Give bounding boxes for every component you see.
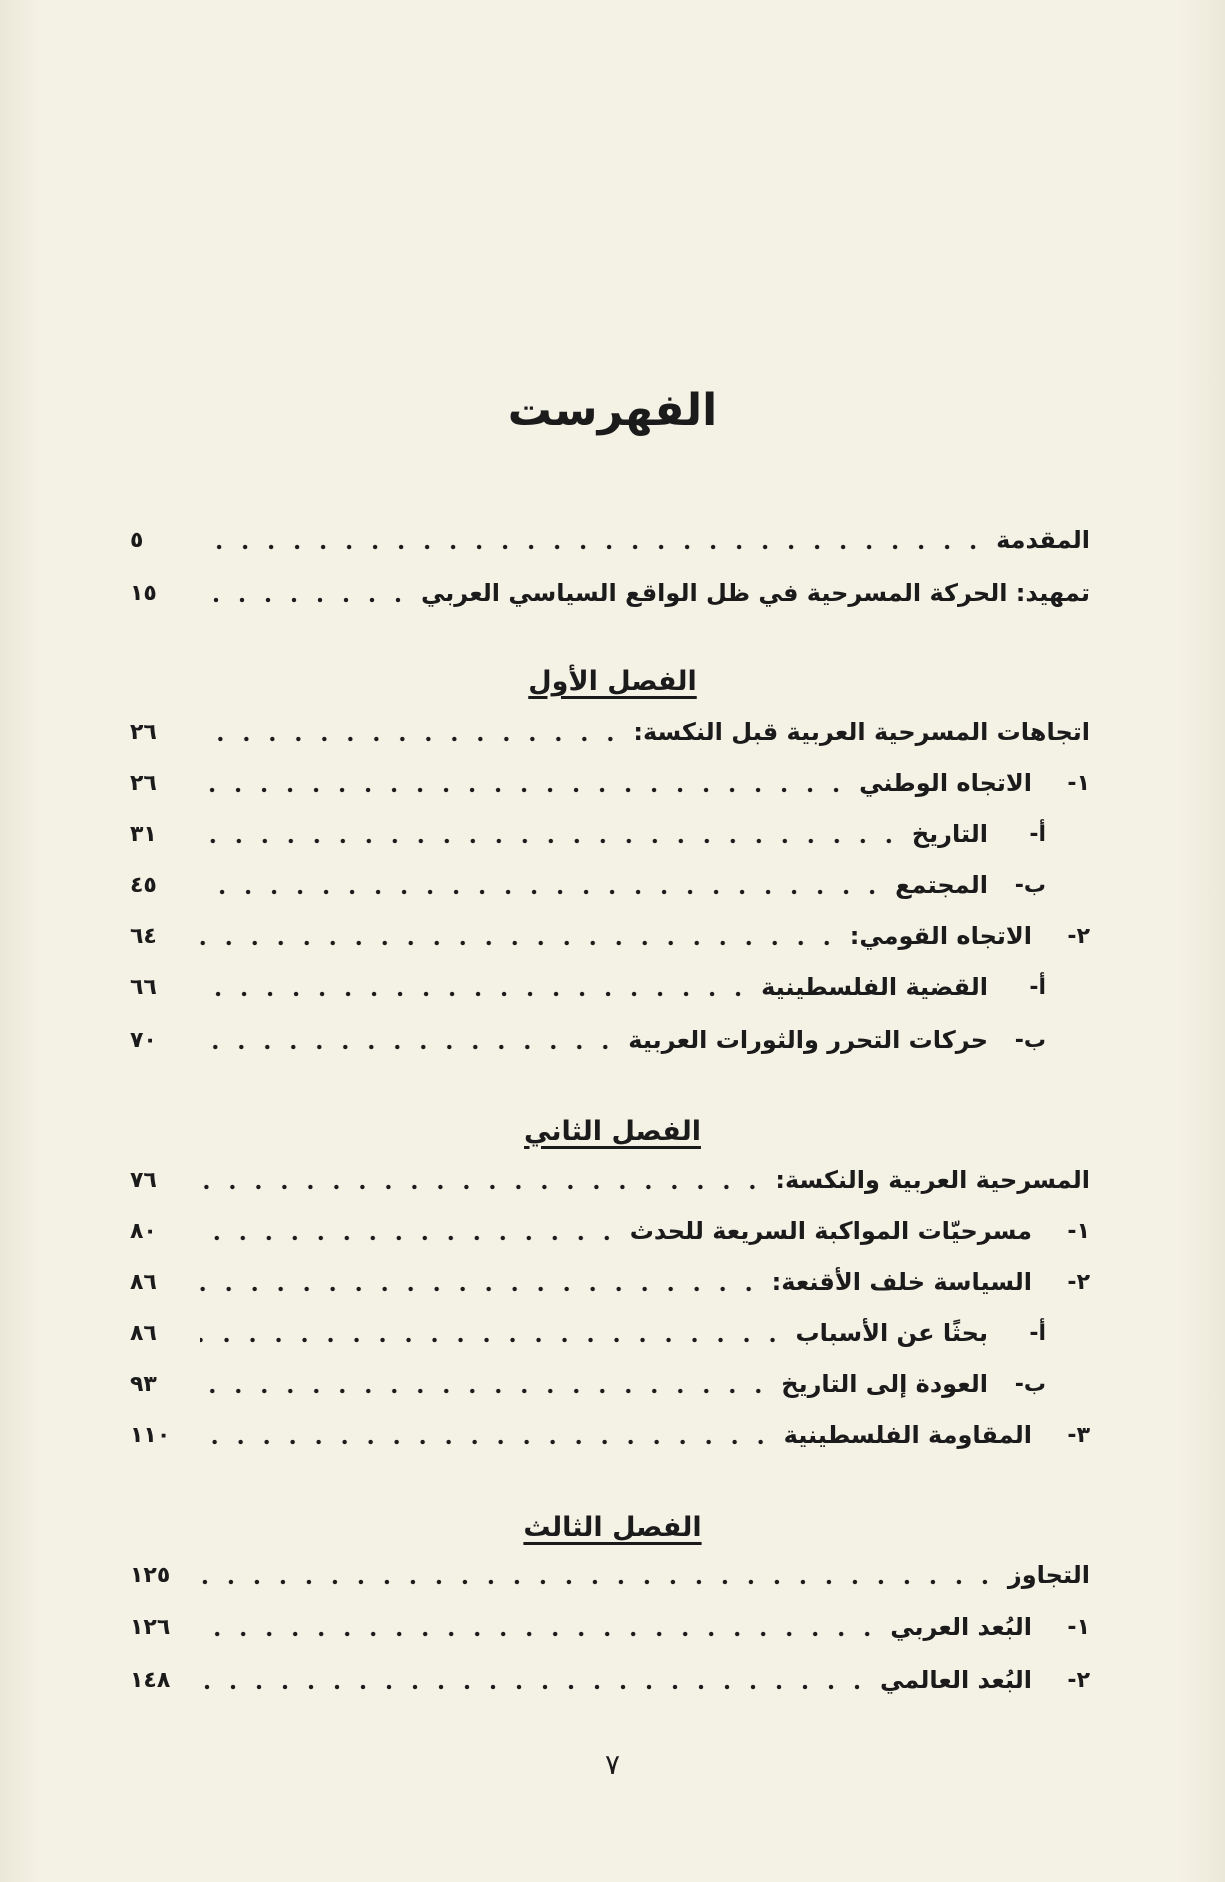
toc-page-number: ٣١: [130, 821, 157, 847]
toc-page-number: ٨٦: [130, 1269, 157, 1295]
dot-leader: [200, 1044, 618, 1050]
dot-leader: [200, 1235, 620, 1241]
toc-entry-label: المقاومة الفلسطينية: [783, 1421, 1032, 1449]
chapter-3-heading: الفصل الثالث: [523, 1512, 702, 1543]
toc-entry-label: حركات التحرر والثورات العربية: [628, 1026, 988, 1054]
chapter-1-heading: الفصل الأول: [528, 666, 697, 697]
dot-leader: [200, 1439, 774, 1445]
toc-row: [130, 916, 1090, 956]
toc-page-number: ١١٠: [130, 1422, 171, 1448]
toc-entry-label: الاتجاه الوطني: [859, 769, 1032, 797]
toc-entry-marker: ب-: [1014, 1371, 1046, 1397]
page-number: ٧: [604, 1748, 621, 1781]
toc-entry-marker: أ-: [1029, 821, 1046, 847]
toc-page-number: ٦٦: [130, 974, 157, 1000]
toc-entry-marker: ١-: [1067, 1218, 1090, 1244]
toc-entry-label: اتجاهات المسرحية العربية قبل النكسة:: [633, 718, 1090, 746]
toc-page-number: ٥: [130, 527, 144, 553]
dot-leader: [200, 838, 902, 844]
toc-entry-label: المسرحية العربية والنكسة:: [775, 1166, 1090, 1194]
toc-entry-marker: ٢-: [1067, 1269, 1090, 1295]
toc-page-number: ٤٥: [130, 872, 157, 898]
toc-page-number: ١٢٥: [130, 1562, 171, 1588]
toc-page-number: ٦٤: [130, 923, 157, 949]
dot-leader: [200, 1388, 771, 1394]
toc-entry-label: بحثًا عن الأسباب: [795, 1319, 988, 1347]
toc-entry-label: مسرحيّات المواكبة السريعة للحدث: [629, 1217, 1032, 1245]
dot-leader: [200, 940, 840, 946]
toc-page-number: ١٢٦: [130, 1614, 171, 1640]
toc-page-number: ٧٦: [130, 1167, 157, 1193]
chapter-2-heading: الفصل الثاني: [524, 1116, 701, 1147]
page-title: الفهرست: [507, 385, 718, 436]
toc-entry-label: التجاوز: [1007, 1561, 1090, 1589]
toc-entry-marker: أ-: [1029, 1320, 1046, 1346]
dot-leader: [200, 1579, 998, 1585]
toc-row: [130, 1660, 1090, 1700]
toc-page-number: ٩٣: [130, 1371, 157, 1397]
toc-entry-label: التاريخ: [911, 820, 988, 848]
toc-row: [130, 1364, 1090, 1404]
toc-page-number: ١٤٨: [130, 1667, 171, 1693]
toc-row-preface: [130, 573, 1090, 613]
toc-row: [130, 967, 1090, 1007]
dot-leader: [200, 787, 849, 793]
toc-row: [130, 1607, 1090, 1647]
toc-row: [130, 1262, 1090, 1302]
toc-entry-label: القضية الفلسطينية: [761, 973, 988, 1001]
toc-row: [130, 865, 1090, 905]
toc-entry-label: السياسة خلف الأقنعة:: [771, 1268, 1032, 1296]
toc-row: [130, 712, 1090, 752]
toc-entry-marker: ب-: [1014, 872, 1046, 898]
toc-entry-label: الاتجاه القومي:: [849, 922, 1032, 950]
toc-row-introduction: [130, 520, 1090, 560]
toc-entry-label: تمهيد: الحركة المسرحية في ظل الواقع السياسي العربي: [421, 579, 1090, 607]
toc-row: [130, 814, 1090, 854]
toc-page-number: ٨٠: [130, 1218, 157, 1244]
dot-leader: [200, 544, 986, 550]
toc-row: [130, 1020, 1090, 1060]
dot-leader: [200, 597, 411, 603]
toc-entry-marker: ب-: [1014, 1027, 1046, 1053]
dot-leader: [200, 991, 751, 997]
dot-leader: [200, 889, 885, 895]
toc-row: [130, 1415, 1090, 1455]
toc-page-number: ٢٦: [130, 770, 157, 796]
toc-entry-marker: ١-: [1067, 770, 1090, 796]
dot-leader: [200, 1286, 762, 1292]
toc-entry-label: المجتمع: [895, 871, 988, 899]
dot-leader: [200, 736, 623, 742]
dot-leader: [200, 1184, 765, 1190]
toc-page-number: ١٥: [130, 580, 157, 606]
toc-row: [130, 1313, 1090, 1353]
toc-page-number: ٨٦: [130, 1320, 157, 1346]
toc-entry-marker: ١-: [1067, 1614, 1090, 1640]
toc-entry-marker: ٣-: [1067, 1422, 1090, 1448]
toc-page-number: ٧٠: [130, 1027, 157, 1053]
toc-entry-label: البُعد العربي: [890, 1613, 1032, 1641]
toc-entry-label: المقدمة: [996, 526, 1090, 554]
toc-row: [130, 763, 1090, 803]
toc-page-number: ٢٦: [130, 719, 157, 745]
toc-row: [130, 1211, 1090, 1251]
dot-leader: [200, 1631, 880, 1637]
toc-row: [130, 1160, 1090, 1200]
toc-entry-label: العودة إلى التاريخ: [781, 1370, 988, 1398]
toc-entry-marker: ٢-: [1067, 1667, 1090, 1693]
toc-row: [130, 1555, 1090, 1595]
toc-entry-marker: ٢-: [1067, 923, 1090, 949]
dot-leader: [200, 1684, 870, 1690]
toc-entry-label: البُعد العالمي: [880, 1666, 1032, 1694]
dot-leader: [200, 1337, 786, 1343]
toc-entry-marker: أ-: [1029, 974, 1046, 1000]
